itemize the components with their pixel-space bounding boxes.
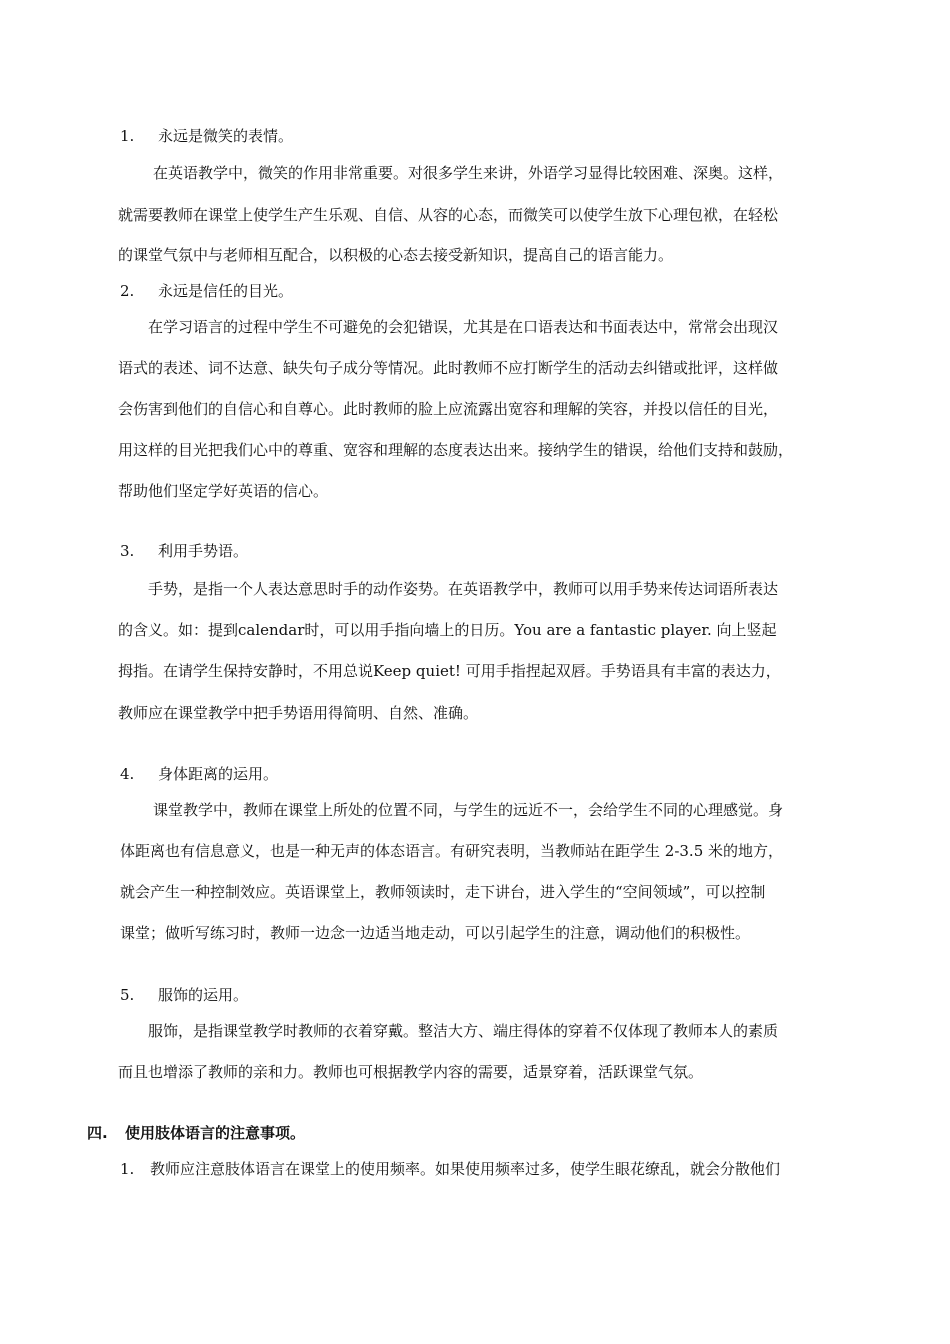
item-3-line-1: 手势，是指一个人表达意思时手的动作姿势。在英语教学中，教师可以用手势来传达词语所表达 — [148, 580, 779, 598]
item-2-number: 2. — [120, 282, 135, 300]
item-3-line-2: 的含义。如：提到calendar时，可以用手指向墙上的日历。You are a fantastic player. 向上竖起 — [118, 621, 777, 639]
item-2-line-4: 用这样的目光把我们心中的尊重、宽容和理解的态度表达出来。接纳学生的错误，给他们支持和鼓励， — [118, 441, 794, 459]
item-3-heading — [120, 541, 248, 561]
item-2-line-2: 语式的表述、词不达意、缺失句子成分等情况。此时教师不应打断学生的活动去纠错或批评，这样做 — [118, 359, 779, 377]
item-1-line-2: 就需要教师在课堂上使学生产生乐观、自信、从容的心态，而微笑可以使学生放下心理包袱，在轻松 — [118, 206, 779, 224]
item-4-line-3: 就会产生一种控制效应。英语课堂上，教师领读时，走下讲台，进入学生的“空间领域”，可以控制 — [120, 883, 766, 901]
item-4-title: 身体距离的运用。 — [158, 765, 279, 783]
item-1-title: 永远是微笑的表情。 — [158, 127, 294, 145]
item-4-heading — [120, 764, 278, 784]
item-1-line-1: 在英语教学中，微笑的作用非常重要。对很多学生来讲，外语学习显得比较困难、深奥。这样， — [153, 164, 784, 182]
item-5-line-1: 服饰，是指课堂教学时教师的衣着穿戴。整洁大方、端庄得体的穿着不仅体现了教师本人的素质 — [148, 1022, 779, 1040]
item-2-line-1: 在学习语言的过程中学生不可避免的会犯错误，尤其是在口语表达和书面表达中，常常会出现汉 — [148, 318, 779, 336]
item-4-line-4: 课堂；做听写练习时，教师一边念一边适当地走动，可以引起学生的注意，调动他们的积极性。 — [120, 924, 751, 942]
section-item-1-text: 教师应注意肢体语言在课堂上的使用频率。如果使用频率过多，使学生眼花缭乱，就会分散他们 — [150, 1160, 781, 1178]
section-heading — [87, 1123, 305, 1143]
item-5-number: 5. — [120, 986, 135, 1004]
item-4-number: 4. — [120, 765, 135, 783]
section-item-1 — [120, 1159, 780, 1179]
item-1-line-3: 的课堂气氛中与老师相互配合，以积极的心态去接受新知识，提高自己的语言能力。 — [118, 246, 674, 264]
item-2-line-3: 会伤害到他们的自信心和自尊心。此时教师的脸上应流露出宽容和理解的笑容，并投以信任的目光， — [118, 400, 779, 418]
item-5-heading — [120, 985, 248, 1005]
item-2-line-5: 帮助他们坚定学好英语的信心。 — [118, 482, 329, 500]
item-5-line-2: 而且也增添了教师的亲和力。教师也可根据教学内容的需要，适景穿着，活跃课堂气氛。 — [118, 1063, 704, 1081]
item-2-heading — [120, 281, 293, 301]
section-title: 使用肢体语言的注意事项。 — [125, 1124, 306, 1142]
item-3-number: 3. — [120, 542, 135, 560]
section-number: 四. — [87, 1124, 108, 1142]
item-1-number: 1. — [120, 127, 135, 145]
item-1-heading — [120, 126, 293, 146]
item-3-line-4: 教师应在课堂教学中把手势语用得简明、自然、准确。 — [118, 704, 479, 722]
item-3-title: 利用手势语。 — [158, 542, 249, 560]
item-3-line-3: 拇指。在请学生保持安静时，不用总说Keep quiet! 可用手指捏起双唇。手势语具有丰富的表达力， — [118, 662, 781, 680]
item-4-line-2: 体距离也有信息意义，也是一种无声的体态语言。有研究表明，当教师站在距学生 2-3.5 米的地方， — [120, 842, 784, 860]
item-2-title: 永远是信任的目光。 — [158, 282, 294, 300]
section-item-1-number: 1. — [120, 1160, 135, 1178]
item-5-title: 服饰的运用。 — [158, 986, 249, 1004]
item-4-line-1: 课堂教学中，教师在课堂上所处的位置不同，与学生的远近不一，会给学生不同的心理感觉。身 — [153, 801, 784, 819]
